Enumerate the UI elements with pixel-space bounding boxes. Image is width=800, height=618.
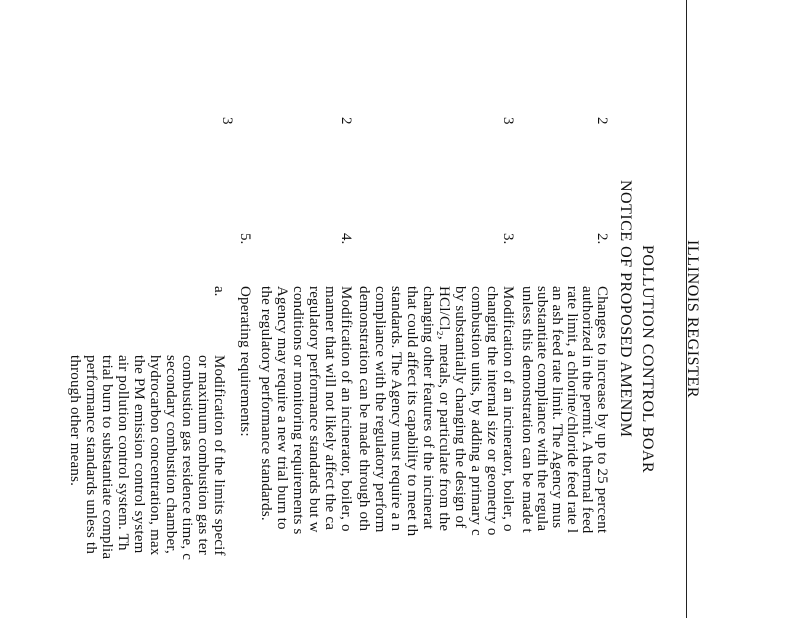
- subparagraph-line: or maximum combustion gas ter: [195, 355, 211, 555]
- paragraph-line: standards. The Agency must require a n: [388, 286, 404, 532]
- subparagraph-line: combustion gas residence time, c: [179, 355, 195, 561]
- subparagraph-line: air pollution control system. Th: [115, 355, 131, 551]
- paragraph-number: 5.: [237, 233, 253, 245]
- paragraph-line: that could affect its capability to meet th: [404, 286, 420, 537]
- paragraph-number: 4.: [338, 233, 354, 245]
- subparagraph-line: trial burn to substantiate complia: [99, 355, 115, 560]
- paragraph-number: 3.: [500, 233, 516, 245]
- subparagraph-letter: a.: [211, 286, 227, 297]
- paragraph-line: conditions or monitoring requirements s: [290, 286, 306, 535]
- paragraph-line: changing other features of the incinerat: [420, 286, 436, 530]
- paragraph-line: Modification of an incinerator, boiler, o: [500, 286, 516, 532]
- paragraph-line: by substantially changing the design of: [452, 286, 468, 529]
- notice-title: NOTICE OF PROPOSED AMENDM: [617, 180, 634, 438]
- subparagraph-line: hydrocarbon concentration, max: [147, 355, 163, 556]
- paragraph-line: the regulatory performance standards.: [258, 286, 274, 521]
- paragraph-line: demonstration can be made through oth: [356, 286, 372, 532]
- paragraph-line: changing the internal size or geometry o: [484, 286, 500, 536]
- subparagraph-line: performance standards unless th: [83, 355, 99, 555]
- paragraph-line: Agency may require a new trial burn to: [274, 286, 290, 530]
- paragraph-line: rate limit, a chlorine/chloride feed rate l: [564, 286, 580, 534]
- class-number: 3: [500, 117, 516, 125]
- paragraph-line: unless this demonstration can be made t: [519, 286, 535, 533]
- class-number: 2: [338, 117, 354, 125]
- class-number: 2: [594, 117, 610, 125]
- paragraph-line: combustion units, by adding a primary c: [468, 286, 484, 536]
- paragraph-line: HCl/Cl₂, metals, or particulate from the: [436, 286, 452, 532]
- paragraph-number: 2.: [594, 233, 610, 245]
- header-rule: [686, 0, 687, 618]
- paragraph-line: manner that will not likely affect the ca: [322, 286, 338, 531]
- paragraph-line: regulatory performance standards but w: [306, 286, 322, 533]
- paragraph-line: substantiate compliance with the regula: [534, 286, 550, 532]
- paragraph-line: Modification of an incinerator, boiler, o: [338, 286, 354, 532]
- subparagraph-line: secondary combustion chamber,: [163, 355, 179, 554]
- operating-requirements-heading: Operating requirements:: [237, 286, 253, 437]
- subparagraph-line: Modification of the limits specif: [211, 355, 227, 556]
- register-title: ILLINOIS REGISTER: [684, 240, 701, 399]
- paragraph-line: compliance with the regulatory perform: [372, 286, 388, 533]
- class-number: 3: [219, 117, 235, 125]
- subparagraph-line: through other means.: [67, 355, 83, 487]
- paragraph-line: Changes to increase by up to 25 percent: [594, 286, 610, 534]
- paragraph-line: an ash feed rate limit. The Agency mus: [549, 286, 565, 529]
- paragraph-line: authorized in the permit. A thermal feed: [579, 286, 595, 534]
- subparagraph-line: the PM emission control system: [131, 355, 147, 554]
- board-title: POLLUTION CONTROL BOAR: [639, 245, 656, 474]
